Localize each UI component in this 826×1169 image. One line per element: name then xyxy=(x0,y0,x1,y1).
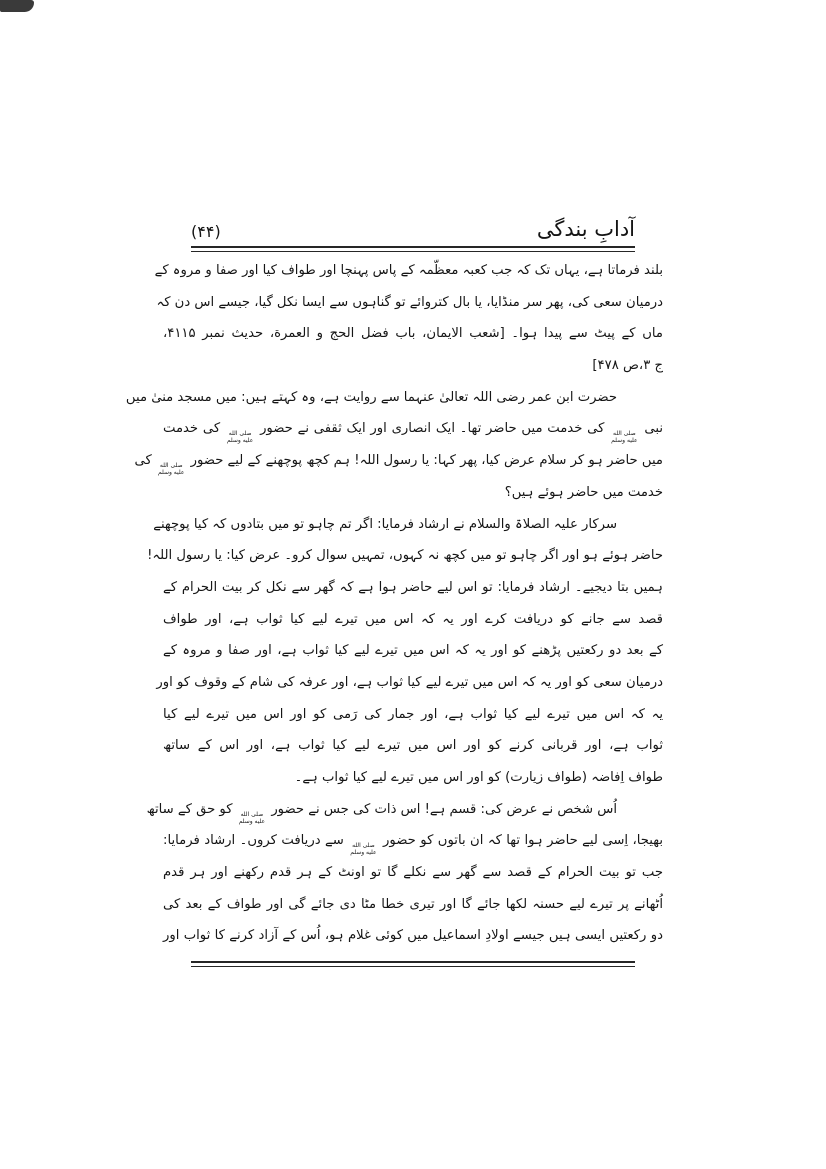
salawat-mark: صلى الله عليه وسلم xyxy=(238,810,266,825)
text-column xyxy=(125,203,663,967)
text-line: خدمت میں حاضر ہوئے ہیں؟ xyxy=(504,484,663,500)
text-line: اُس شخص نے عرض کی: قسم ہے! اس ذات کی جس نے حضور صلى الله عليه وسلم کو حق کے ساتھ xyxy=(146,801,617,825)
text-line: جب تو بیت الحرام کے قصد سے گھر سے نکلے گا تو اونٹ کے ہر قدم رکھنے اور ہر قدم xyxy=(163,865,663,881)
text-line: سرکار علیہ الصلاۃ والسلام نے ارشاد فرمایا: اگر تم چاہو تو میں بتادوں کہ کیا پوچھنے xyxy=(153,516,617,532)
text-line: حضرت ابن عمر رضی اللہ تعالیٰ عنہما سے روایت ہے، وہ کہتے ہیں: میں مسجد منیٰ میں xyxy=(125,389,617,405)
page-number: (۴۴) xyxy=(191,222,221,241)
text-line: ج ۳،ص ۴۷۸] xyxy=(592,358,663,374)
text-line: ہمیں بتا دیجیے۔ ارشاد فرمایا: تو اس لیے حاضر ہوا ہے کہ گھر سے نکل کر بیت الحرام کے xyxy=(163,579,663,595)
text-line: اُٹھانے پر تیرے لیے حسنہ لکھا جائے گا اور تیری خطا مٹا دی جائے گی اور طواف کے بعد کی xyxy=(163,896,663,912)
text-line: درمیان سعی کو اور یہ کہ اس میں تیرے لیے کیا ثواب ہے، اور عرفہ کی شام کے وقوف کو اور xyxy=(156,674,663,690)
text-line: طواف اِفاضہ (طواف زیارت) کو اور اس میں تیرے لیے کیا ثواب ہے۔ xyxy=(294,770,663,785)
salawat-mark: صلى الله عليه وسلم xyxy=(158,462,185,477)
text-line: ثواب ہے، اور قربانی کرنے کو اور اس میں تیرے لیے کیا ثواب ہے، اور اس کے ساتھ xyxy=(163,738,663,754)
salawat-mark: صلى الله عليه وسلم xyxy=(611,430,638,445)
text-line: درمیان سعی کی، پھر سر منڈایا، یا بال کتروائے تو گناہوں سے ایسا نکل گیا، جیسے اس دن کہ xyxy=(156,294,663,310)
page-title: آدابِ بندگی xyxy=(536,217,635,241)
text-line: میں حاضر ہو کر سلام عرض کیا، پھر کہا: یا رسول اللہ! ہم کچھ پوچھنے کے لیے حضور صلى الله عليه وسلم کی xyxy=(134,453,663,477)
paragraph xyxy=(125,382,663,509)
body-text xyxy=(125,255,663,952)
paragraph xyxy=(146,794,663,952)
salawat-mark: صلى الله عليه وسلم xyxy=(226,430,254,445)
header-rule xyxy=(191,246,635,252)
scan-artifact xyxy=(0,0,34,12)
salawat-mark: صلى الله عليه وسلم xyxy=(350,842,377,857)
footer-rule xyxy=(191,961,635,967)
text-line: دو رکعتیں ایسی ہیں جیسے اولادِ اسماعیل میں کوئی غلام ہو، اُس کے آزاد کرنے کا ثواب اور xyxy=(163,928,663,944)
page-header xyxy=(163,203,663,241)
text-line: بلند فرماتا ہے، یہاں تک کہ جب کعبہ معظّمہ کے پاس پہنچا اور طواف کیا اور صفا و مروہ کے xyxy=(154,263,663,278)
paragraph xyxy=(154,255,663,382)
text-line: کے بعد دو رکعتیں پڑھنے کو اور یہ کہ اس میں تیرے لیے کیا ثواب ہے، اور صفا و مروہ کے xyxy=(163,643,663,659)
text-line: یہ کہ اس میں تیرے لیے کیا ثواب ہے، اور جمار کی رَمی کو اور اس میں تیرے لیے کیا xyxy=(163,706,663,722)
text-line: بھیجا، اِسی لیے حاضر ہوا تھا کہ ان باتوں کو حضور صلى الله عليه وسلم سے دریافت کروں۔ ارشاد فرمایا: xyxy=(163,833,663,857)
paragraph xyxy=(147,509,663,794)
text-line: قصد سے جانے کو دریافت کرے اور یہ کہ اس میں تیرے لیے کیا ثواب ہے، اور طواف xyxy=(163,611,663,627)
text-line: حاضر ہوئے ہو اور اگر چاہو تو میں کچھ نہ کہوں، تمہیں سوال کرو۔ عرض کیا: یا رسول اللہ! xyxy=(147,548,663,564)
text-line: نبی صلى الله عليه وسلم کی خدمت میں حاضر تھا۔ ایک انصاری اور ایک ثقفی نے حضور صلى الله عليه وسلم کی خدمت xyxy=(163,421,663,445)
text-line: ماں کے پیٹ سے پیدا ہوا۔ [شعب الایمان، باب فضل الحج و العمرة، حدیث نمبر ۴۱۱۵، xyxy=(163,326,663,342)
